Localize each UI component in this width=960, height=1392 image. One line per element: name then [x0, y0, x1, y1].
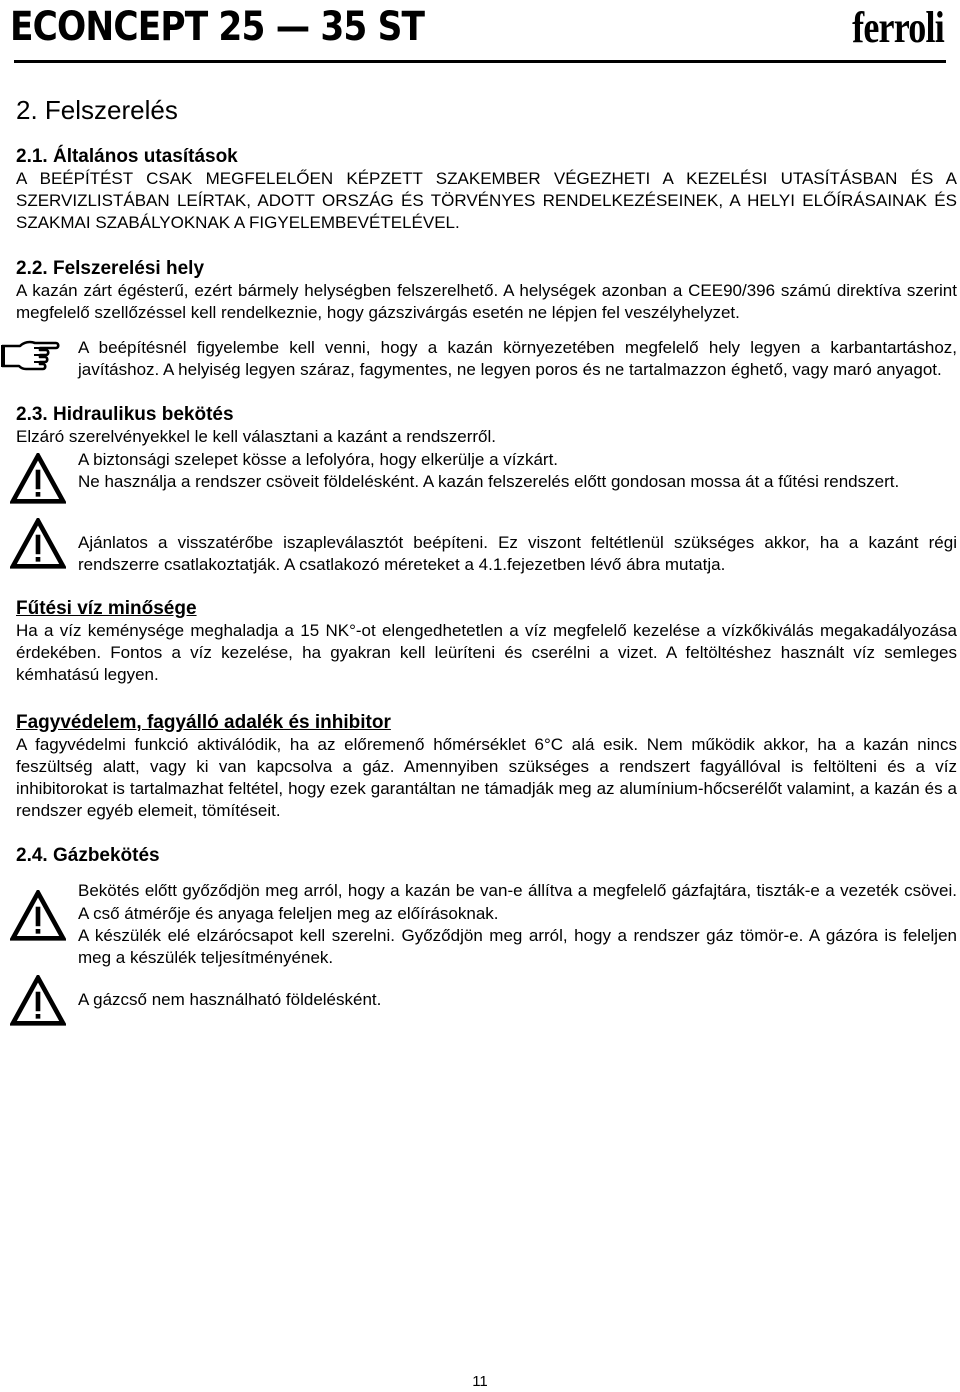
warning-triangle-icon — [10, 518, 70, 575]
page-title: 2. Felszerelés — [16, 95, 178, 125]
section-2-2-note-text: A beépítésnél figyelembe kell venni, hogy a kazán környezetében megfelelő hely legyen a karbantartáshoz, javításhoz. A helyiség legyen száraz, fagymentes, ne legyen poros és ne tartalmazzon éghető, vagy maró anyagot. — [78, 338, 957, 380]
section-2-3-warning-1 — [16, 449, 957, 510]
section-2-3-intro: Elzáró szerelvényekkel le kell választani a kazánt a rendszerről. — [16, 427, 497, 447]
page-content — [16, 94, 957, 1032]
section-2-3-heading: 2.3. Hidraulikus bekötés — [16, 404, 234, 426]
section-2-4-warning-2-text: A gázcső nem használható földelésként. — [78, 990, 382, 1010]
section-2-3-warning-2-text: Ajánlatos a visszatérőbe iszapleválasztót beépíteni. Ez viszont feltétlenül szükséges akkor, ha a kazánt régi rendszerre csatlakoztatják. A csatlakozó méreteket a 4.1.fejezetben lévő ábra mutatja. — [78, 532, 957, 574]
ferroli-logo: ferroli — [852, 3, 944, 52]
section-2-4-warning-2 — [16, 975, 957, 1032]
page-number: 11 — [472, 1373, 488, 1390]
section-2-1-heading: 2.1. Általános utasítások — [16, 146, 238, 167]
section-2-4-heading: 2.4. Gázbekötés — [16, 845, 160, 867]
section-2-4-warning-1 — [16, 880, 957, 969]
section-2-2-note — [16, 337, 957, 381]
pointing-hand-icon — [0, 337, 62, 378]
section-2-4-warning-1-line-2: A készülék elé elzárócsapot kell szerelni. Győződjön meg arról, hogy a rendszer gáz tömör-e. A gázóra is feleljen meg a készülék teljesítményének. — [78, 925, 957, 968]
section-2-3-warning-2 — [16, 522, 957, 576]
warning-triangle-icon — [10, 975, 70, 1032]
section-2-2-text: A kazán zárt égésterű, ezért bármely helységben felszerelhető. A helységek azonban a CEE90/396 számú direktíva szerint megfelelő szellőzéssel kell rendelkeznie, hogy gázszivárgás esetén ne lépjen fel veszélyhelyzet. — [16, 280, 957, 322]
header-divider — [14, 60, 946, 63]
frost-protection-heading: Fagyvédelem, fagyálló adalék és inhibitor — [16, 711, 391, 733]
section-2-2-heading: 2.2. Felszerelési hely — [16, 257, 205, 279]
section-2-3-warning-1-line-1: A biztonsági szelepet kösse a lefolyóra, hogy elkerülje a vízkárt. — [78, 449, 559, 469]
document-header-title: ECONCEPT 25 — 35 ST — [10, 4, 425, 50]
frost-protection-text: A fagyvédelmi funkció aktiválódik, ha az előremenő hőmérséklet 6°C alá esik. Nem működik akkor, ha a kazán nincs feszültség alatt, vagy ki van kapcsolva a gáz. Amennyiben szükséges a rendszert fagyállóval is feltölteni és a víz inhibitorokat is tartalmazhat feltétel, hogy ezek garantáltan ne támadják meg az alumínium-hőcserélőt valamint, a kazán és a rendszer egyéb elemeit, tömítéseit. — [16, 734, 957, 821]
water-quality-heading: Fűtési víz minősége — [16, 598, 197, 620]
warning-triangle-icon — [10, 890, 70, 947]
warning-triangle-icon — [10, 453, 70, 510]
section-2-3-warning-1-line-2: Ne használja a rendszer csöveit földelésként. A kazán felszerelés előtt gondosan mossa át a fűtési rendszert. — [78, 471, 900, 491]
section-2-4-warning-1-line-1: Bekötés előtt győződjön meg arról, hogy a kazán be van-e állítva a megfelelő gázfajtára, tiszták-e a vezeték csövei. A cső átmérője és anyaga feleljen meg az előírásoknak. — [78, 881, 957, 923]
water-quality-text: Ha a víz keménysége meghaladja a 15 NK°-ot elengedhetetlen a víz megfelelő kezelése a vízkőkiválás megakadályozása érdekében. Fontos a víz kezelése, ha gyakran kell leüríteni és cserélni a vizet. A feltöltéshez használt víz semleges kémhatású legyen. — [16, 621, 957, 685]
section-2-1-text: A BEÉPÍTÉST CSAK MEGFELELŐEN KÉPZETT SZAKEMBER VÉGEZHETI A KEZELÉSI UTASÍTÁSBAN ÉS A SZERVIZLISTÁBAN LEÍRTAK, ADOTT ORSZÁG ÉS TÖRVÉNYES RENDELKEZÉSEINEK, A HELYI ELŐÍRÁSAINAK ÉS SZAKMAI SZABÁLYOKNAK A FIGYELEMBEVÉTELÉVEL. — [16, 169, 957, 233]
